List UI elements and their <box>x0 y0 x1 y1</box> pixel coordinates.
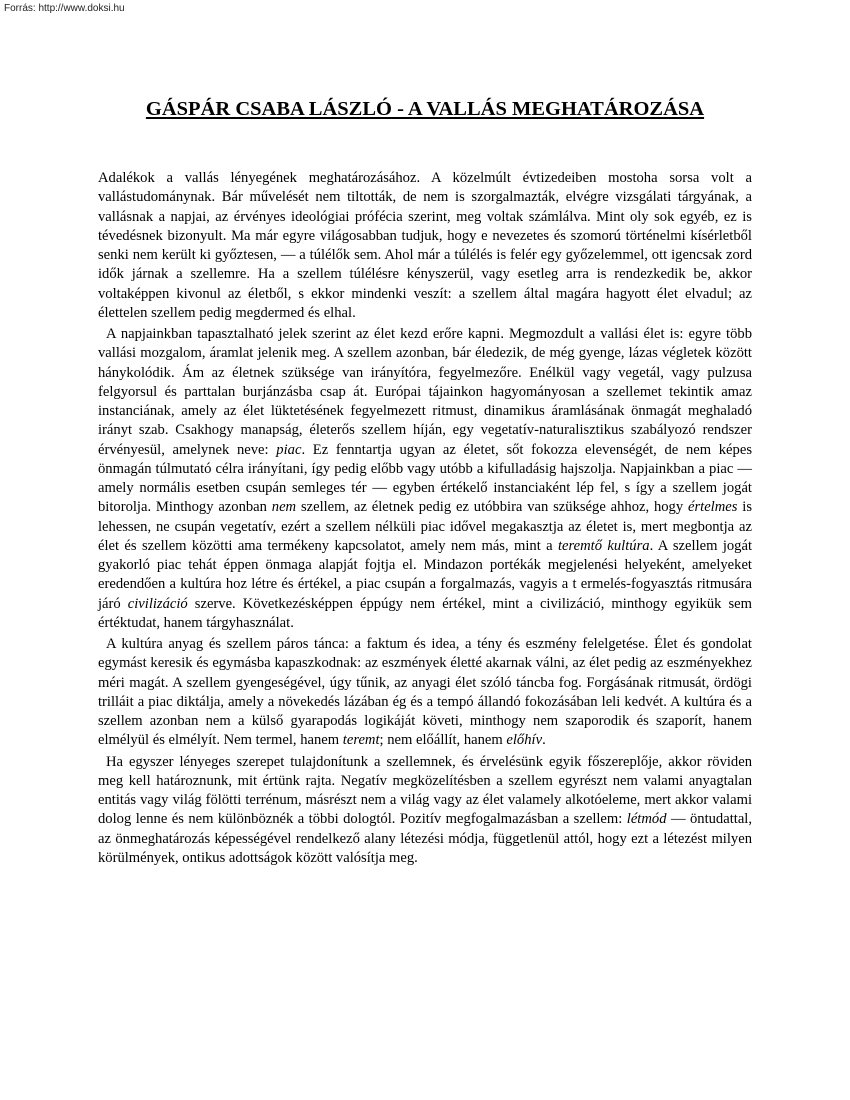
paragraph-1: Adalékok a vallás lényegének meghatározásához. A közelmúlt évtizedeiben mostoha sorsa volt a vallástudománynak. Bár művelését nem tiltották, de nem is szorgalmazták, elvégre vizsgálati tárgyának, a vallásnak a napjai, az érvényes ideológiai prófécia szerint, meg voltak számlálva. Mint oly sok egyéb, ez is tévedésnek bizonyult. Ma már egyre világosabban tudjuk, hogy e nevezetes és szomorú történelmi kísérletből senki nem került ki győztesen, — a túlélők sem. Ahol már a túlélés is felér egy győzelemmel, ott igencsak zord idők járnak a szellemre. Ha a szellem túlélésre kényszerül, vagy esetleg arra is rendezkedik be, akkor voltaképpen kivonul az életből, s ekkor mindenki veszít: a szellem által magára hagyott élet elvadul; az élettelen szellem pedig megdermed és elhal. <box>98 170 752 321</box>
italic-term-ertelmes: értelmes <box>687 499 738 516</box>
text-run: A napjainkban tapasztalható jelek szerint az élet kezd erőre kapni. Megmozdult a vallási élet is: egyre több vallási mozgalom, áramlat jelenik meg. A szellem azonban, bár éledezik, de még gyenge, lázas végletek között hánykolódik. Ám az életnek szüksége van irányítóra, fegyelmezőre. Enélkül vagy vegetál, vagy pulzusa felgyorsul és parttalan burjánzásba csap át. Európai tájainkon hagyományosan a szellemet tekintik amaz instanciának, amely az élet lüktetésének fegyelmezett ritmust, dinamikus áramlásának önmagát meghaladó irányt szab. Csakhogy manapság, életerős szellem híján, egy vegetatív-naturalisztikus szabályozó rendszer érvényesül, amelynek neve: <box>98 326 752 458</box>
italic-term-civilizacio: civilizáció <box>127 595 188 612</box>
text-run: is lehessen, ne csupán vegetatív, ezért a szellem nélküli piac idővel megakasztja az életet is, mert megbontja az élet és szellem közötti ama termékeny kapcsolatot, amely nem más, mint a <box>98 499 753 554</box>
source-label: Forrás: http://www.doksi.hu <box>4 3 125 14</box>
text-run: szerve. Következésképpen éppúgy nem értékel, mint a civilizáció, minthogy egyikük sem értéktudat, hanem tárgyhasználat. <box>98 595 752 631</box>
text-run: . A szellem jogát gyakorló piac tehát éppen önmaga alapját fojtja el. Mindazon portékák megjelenési helyeként, amelyeket eredendően a kultúra hoz létre és értékel, a piac csupán a forgalmazás, vagyis a t ermelés-fogyasztás ritmusára járó <box>98 537 753 612</box>
document-title: GÁSPÁR CSABA LÁSZLÓ - A VALLÁS MEGHATÁROZÁSA <box>145 98 705 120</box>
text-run: . Ez fenntartja ugyan az életet, sőt fokozza elevenségét, de nem képes önmagán túlmutató célra irányítani, így pedig előbb vagy utóbb a kifulladásig hajszolja. Napjainkban a piac — amely normális esetben csupán semleges tér — egyben értékelő instanciaként lép fel, s így a szellem jogát bitorolja. Minthogy azonban <box>98 441 752 516</box>
italic-term-piac: piac <box>276 441 302 458</box>
italic-term-teremto-kultura: teremtő kultúra <box>557 537 650 554</box>
text-run: A kultúra anyag és szellem páros tánca: a faktum és idea, a tény és eszmény felelgetése. Élet és gondolat egymást keresik és egymásba kapaszkodnak: az eszmények életté akarnak válni, az élet pedig az eszményekhez méri magát. A szellem gyengeségével, úgy tűnik, az anyagi élet szóló táncba fog. Forgásának ritmusát, ördögi trilláit a piac diktálja, amely a növekedés lázában ég és a tempó állandó fokozásában leli kedvét. A kultúra és a szellem azonban nem a külső gyarapodás logikáját követi, minthogy nem szaporodik és szaporít, hanem elmélyül és elmélyít. Nem termel, hanem <box>98 636 752 749</box>
text-run: ; nem előállít, hanem <box>379 732 507 749</box>
document-body <box>98 169 752 868</box>
paragraph-4 <box>98 753 752 869</box>
text-run: . <box>542 732 546 749</box>
italic-term-teremt: teremt <box>342 732 380 749</box>
text-run: — öntudattal, az önmeghatározás képességével rendelkező alany létezési módja, függetlenül attól, hogy ezt a létezést milyen körülmények, ontikus adottságok között valósítja meg. <box>98 811 752 866</box>
italic-term-elohiv: előhív <box>506 732 543 749</box>
text-run: Ha egyszer lényeges szerepet tulajdonítunk a szellemnek, és érvelésünk egyik főszereplője, akkor röviden meg kell határoznunk, mit értünk rajta. Negatív megközelítésben a szellem egyrészt nem valami anyagtalan entitás vagy világ fölötti terrénum, másrészt nem a világ vagy az élet valamely alkotóeleme, mert akkor valami dolog lenne és nem különböznék a többi dologtól. Pozitív megfogalmazásban a szellem: <box>98 753 752 828</box>
italic-term-nem: nem <box>271 499 297 516</box>
paragraph-2 <box>98 325 752 633</box>
paragraph-3 <box>98 635 752 751</box>
italic-term-letmod: létmód <box>626 811 667 828</box>
text-run: szellem, az életnek pedig ez utóbbira van szüksége ahhoz, hogy <box>296 499 688 516</box>
